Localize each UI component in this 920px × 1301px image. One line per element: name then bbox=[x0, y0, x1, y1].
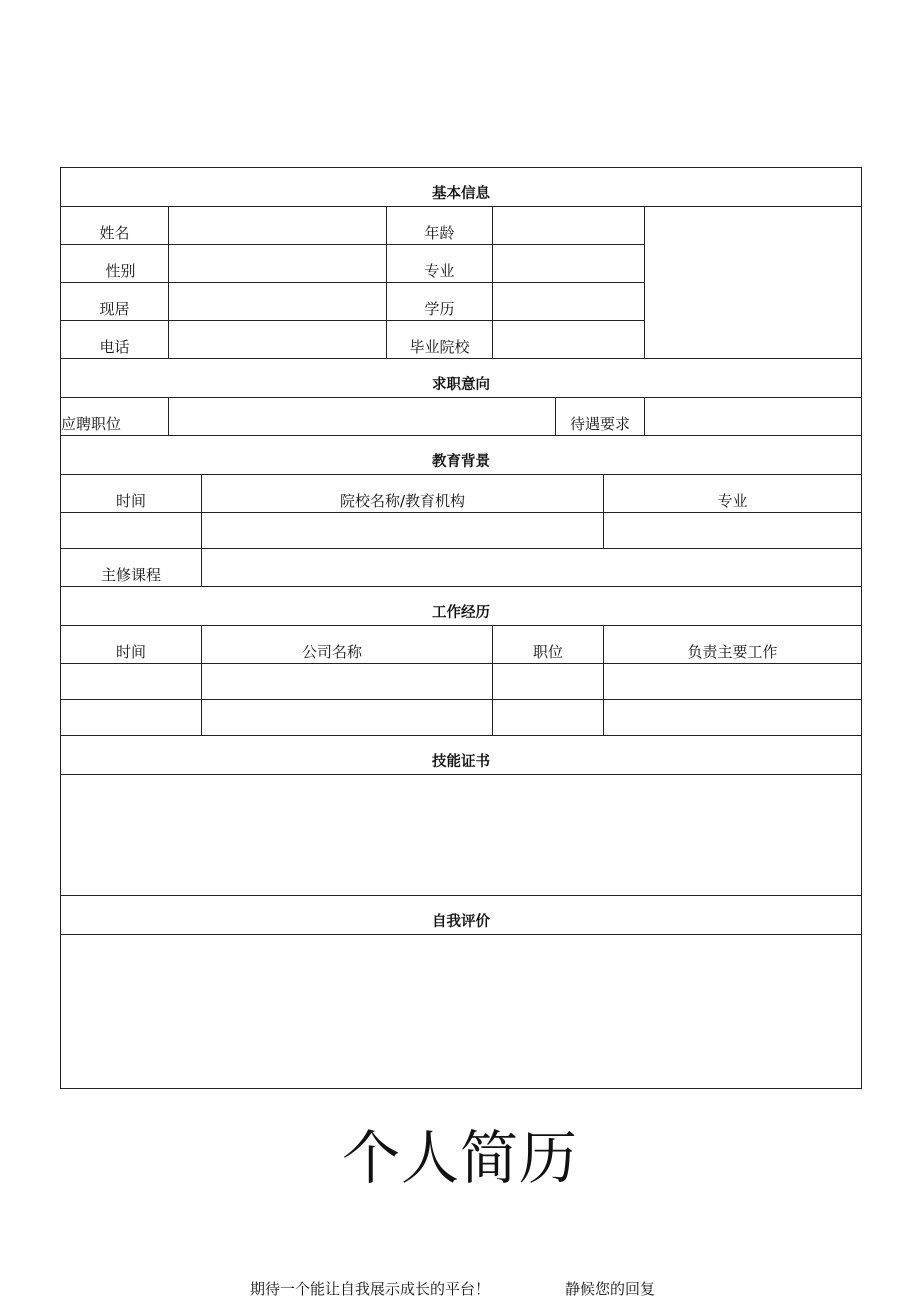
work-field-company[interactable] bbox=[202, 700, 493, 736]
field-school[interactable] bbox=[493, 321, 645, 359]
work-header-position: 职位 bbox=[493, 626, 604, 664]
work-field-time[interactable] bbox=[61, 664, 202, 700]
edu-header-time: 时间 bbox=[61, 475, 202, 513]
work-header-company: 公司名称 bbox=[202, 626, 493, 664]
skills-box[interactable] bbox=[61, 775, 862, 896]
work-header-time: 时间 bbox=[61, 626, 202, 664]
work-field-duties[interactable] bbox=[604, 700, 862, 736]
field-age[interactable] bbox=[493, 207, 645, 245]
section-title-work: 工作经历 bbox=[61, 587, 862, 626]
footer-reply: 静候您的回复 bbox=[565, 1280, 656, 1298]
edu-field-major[interactable] bbox=[604, 513, 862, 549]
section-title-education: 教育背景 bbox=[61, 436, 862, 475]
label-gender: 性别 bbox=[61, 245, 169, 283]
label-phone: 电话 bbox=[61, 321, 169, 359]
field-residence[interactable] bbox=[169, 283, 387, 321]
work-field-position[interactable] bbox=[493, 664, 604, 700]
work-field-position[interactable] bbox=[493, 700, 604, 736]
label-position: 应聘职位 bbox=[61, 398, 169, 436]
label-salary: 待遇要求 bbox=[556, 398, 645, 436]
label-degree: 学历 bbox=[387, 283, 493, 321]
work-field-duties[interactable] bbox=[604, 664, 862, 700]
section-title-evaluation: 自我评价 bbox=[61, 896, 862, 935]
section-title-skills: 技能证书 bbox=[61, 736, 862, 775]
section-title-basic-info: 基本信息 bbox=[61, 168, 862, 207]
label-name: 姓名 bbox=[61, 207, 169, 245]
edu-header-major: 专业 bbox=[604, 475, 862, 513]
edu-header-school: 院校名称/教育机构 bbox=[202, 475, 604, 513]
resume-title: 个人简历 bbox=[341, 1124, 578, 1192]
field-courses[interactable] bbox=[202, 549, 862, 587]
label-school: 毕业院校 bbox=[387, 321, 493, 359]
evaluation-box[interactable] bbox=[61, 935, 862, 1089]
field-salary[interactable] bbox=[645, 398, 862, 436]
field-major[interactable] bbox=[493, 245, 645, 283]
field-phone[interactable] bbox=[169, 321, 387, 359]
work-field-company[interactable] bbox=[202, 664, 493, 700]
footer-slogan: 期待一个能让自我展示成长的平台！ bbox=[250, 1280, 491, 1298]
edu-field-time[interactable] bbox=[61, 513, 202, 549]
label-age: 年龄 bbox=[387, 207, 493, 245]
work-field-time[interactable] bbox=[61, 700, 202, 736]
field-position[interactable] bbox=[169, 398, 556, 436]
photo-box[interactable] bbox=[645, 207, 862, 359]
field-degree[interactable] bbox=[493, 283, 645, 321]
edu-field-school[interactable] bbox=[202, 513, 604, 549]
field-gender[interactable] bbox=[169, 245, 387, 283]
resume-form-table bbox=[60, 167, 862, 1089]
section-title-intent: 求职意向 bbox=[61, 359, 862, 398]
label-major: 专业 bbox=[387, 245, 493, 283]
label-courses: 主修课程 bbox=[61, 549, 202, 587]
label-residence: 现居 bbox=[61, 283, 169, 321]
work-header-duties: 负责主要工作 bbox=[604, 626, 862, 664]
field-name[interactable] bbox=[169, 207, 387, 245]
